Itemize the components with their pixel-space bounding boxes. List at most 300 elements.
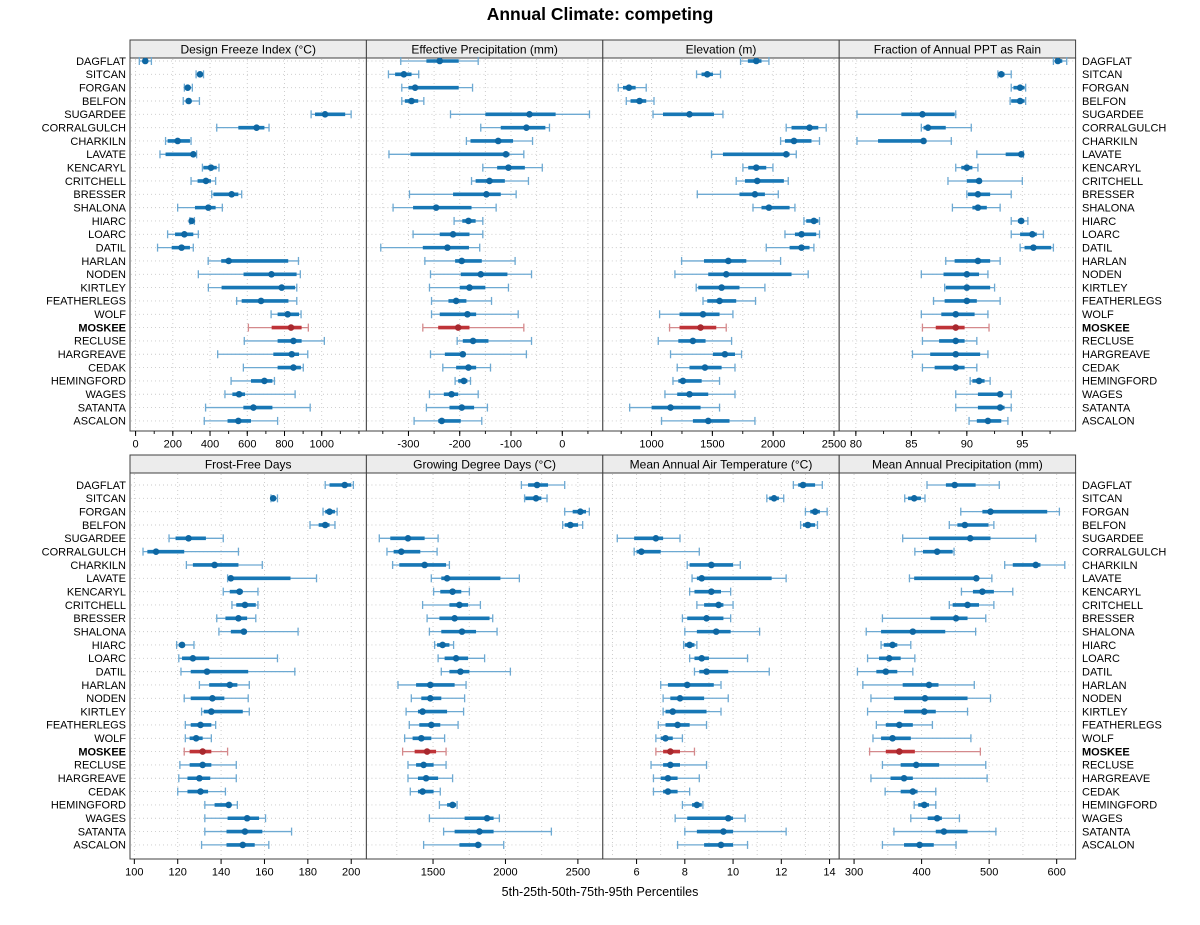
median-dot — [451, 615, 458, 622]
station-label-right-wages: WAGES — [1082, 389, 1123, 402]
median-dot — [715, 602, 722, 609]
station-label-right-ascalon: ASCALON — [1082, 839, 1135, 852]
station-label-right-cedak: CEDAK — [1082, 786, 1120, 799]
median-dot — [228, 191, 235, 198]
median-dot — [261, 378, 268, 385]
station-label-right-harlan: HARLAN — [1082, 255, 1127, 268]
median-dot — [239, 842, 246, 849]
station-label-right-loarc: LOARC — [1082, 653, 1120, 666]
median-dot — [886, 655, 893, 662]
median-dot — [1030, 244, 1037, 251]
median-dot — [698, 575, 705, 582]
axis-tick-label: 85 — [905, 438, 918, 451]
median-dot — [766, 204, 773, 211]
median-dot — [889, 642, 896, 649]
axis-tick-label: 100 — [125, 866, 144, 879]
median-dot — [997, 404, 1004, 411]
median-dot — [805, 522, 812, 529]
station-label-right-lavate: LAVATE — [1082, 149, 1122, 162]
station-label-right-featherlegs: FEATHERLEGS — [1082, 295, 1162, 308]
median-dot — [420, 762, 427, 769]
station-label-left-hemingford: HEMINGFORD — [50, 375, 126, 388]
median-dot — [916, 842, 923, 849]
median-dot — [812, 508, 819, 515]
station-label-left-datil: DATIL — [95, 666, 126, 679]
median-dot — [985, 418, 992, 425]
median-dot — [703, 615, 710, 622]
station-label-right-harlan: HARLAN — [1082, 679, 1127, 692]
station-label-left-ascalon: ASCALON — [73, 839, 126, 852]
station-label-left-charkiln: CHARKILN — [70, 559, 126, 572]
station-label-right-lavate: LAVATE — [1082, 573, 1122, 586]
median-dot — [723, 271, 730, 278]
median-dot — [226, 682, 233, 689]
median-dot — [455, 324, 462, 331]
axis-tick-label: 600 — [1047, 866, 1066, 879]
median-dot — [1018, 218, 1025, 225]
median-dot — [722, 351, 729, 358]
median-dot — [405, 535, 412, 542]
median-dot — [185, 98, 192, 105]
median-dot — [290, 364, 297, 371]
median-dot — [197, 71, 204, 78]
median-dot — [919, 111, 926, 118]
station-label-right-sitcan: SITCAN — [1082, 69, 1123, 82]
median-dot — [398, 548, 405, 555]
median-dot — [713, 628, 720, 635]
median-dot — [720, 828, 727, 835]
station-label-right-wolf: WOLF — [1082, 309, 1114, 322]
median-dot — [798, 244, 805, 251]
median-dot — [457, 668, 464, 675]
median-dot — [934, 548, 941, 555]
station-label-right-belfon: BELFON — [1082, 95, 1127, 108]
median-dot — [686, 642, 693, 649]
median-dot — [433, 204, 440, 211]
median-dot — [953, 615, 960, 622]
median-dot — [975, 204, 982, 211]
median-dot — [697, 324, 704, 331]
median-dot — [669, 708, 676, 715]
panel-effective-precipitation-mm — [366, 40, 602, 451]
median-dot — [771, 495, 778, 502]
station-label-left-cedak: CEDAK — [88, 362, 126, 375]
station-label-left-satanta: SATANTA — [77, 402, 126, 415]
median-dot — [444, 575, 451, 582]
axis-tick-label: 80 — [849, 438, 862, 451]
panel-mean-annual-air-temperature-c — [603, 455, 839, 879]
median-dot — [466, 284, 473, 291]
median-dot — [153, 548, 160, 555]
station-label-left-recluse: RECLUSE — [74, 759, 126, 772]
median-dot — [998, 71, 1005, 78]
axis-tick-label: 1000 — [309, 438, 334, 451]
station-label-right-noden: NODEN — [1082, 693, 1122, 706]
station-label-left-critchell: CRITCHELL — [64, 599, 126, 612]
station-label-left-forgan: FORGAN — [78, 506, 126, 519]
axis-tick-label: 90 — [960, 438, 973, 451]
panel-title: Mean Annual Precipitation (mm) — [872, 457, 1043, 472]
median-dot — [142, 58, 149, 65]
station-label-left-forgan: FORGAN — [78, 82, 126, 95]
station-label-left-corralgulch: CORRALGULCH — [41, 546, 126, 559]
median-dot — [322, 111, 329, 118]
median-dot — [911, 495, 918, 502]
median-dot — [448, 391, 455, 398]
station-label-left-datil: DATIL — [95, 242, 126, 255]
station-label-left-harlan: HARLAN — [81, 679, 126, 692]
station-label-right-datil: DATIL — [1082, 242, 1113, 255]
median-dot — [503, 151, 510, 158]
median-dot — [705, 418, 712, 425]
station-label-right-critchell: CRITCHELL — [1082, 599, 1144, 612]
median-dot — [453, 298, 460, 305]
axis-tick-label: 160 — [255, 866, 274, 879]
station-label-left-hargreave: HARGREAVE — [57, 773, 126, 786]
station-label-right-bresser: BRESSER — [1082, 189, 1135, 202]
median-dot — [752, 191, 759, 198]
median-dot — [288, 351, 295, 358]
axis-tick-label: 800 — [275, 438, 294, 451]
median-dot — [896, 722, 903, 729]
median-dot — [322, 522, 329, 529]
median-dot — [1017, 98, 1024, 105]
median-dot — [184, 84, 191, 91]
median-dot — [800, 482, 807, 489]
panel-title: Effective Precipitation (mm) — [411, 42, 558, 57]
axis-tick-label: 140 — [211, 866, 231, 879]
median-dot — [450, 231, 457, 238]
median-dot — [179, 642, 186, 649]
median-dot — [278, 284, 285, 291]
median-dot — [703, 668, 710, 675]
median-dot — [421, 562, 428, 569]
median-dot — [1029, 231, 1036, 238]
median-dot — [461, 378, 468, 385]
panel-elevation-m — [603, 40, 846, 451]
axis-tick-label: 1500 — [420, 866, 446, 879]
median-dot — [439, 642, 446, 649]
median-dot — [181, 231, 188, 238]
station-label-left-kirtley: KIRTLEY — [80, 282, 126, 295]
median-dot — [228, 575, 235, 582]
axis-tick-label: 1500 — [700, 438, 725, 451]
station-label-left-recluse: RECLUSE — [74, 335, 126, 348]
station-label-left-noden: NODEN — [86, 693, 126, 706]
station-label-right-featherlegs: FEATHERLEGS — [1082, 719, 1162, 732]
median-dot — [962, 522, 969, 529]
station-label-left-noden: NODEN — [86, 269, 126, 282]
median-dot — [941, 828, 948, 835]
median-dot — [636, 98, 643, 105]
median-dot — [408, 98, 415, 105]
median-dot — [250, 404, 257, 411]
median-dot — [1055, 58, 1062, 65]
median-dot — [883, 668, 890, 675]
station-label-left-satanta: SATANTA — [77, 826, 126, 839]
median-dot — [505, 164, 512, 171]
median-dot — [412, 84, 419, 91]
median-dot — [193, 735, 200, 742]
station-label-left-ascalon: ASCALON — [73, 415, 126, 428]
median-dot — [418, 735, 425, 742]
median-dot — [698, 655, 705, 662]
panel-title: Elevation (m) — [685, 42, 757, 57]
median-dot — [798, 231, 805, 238]
median-dot — [225, 802, 232, 809]
station-label-right-moskee: MOSKEE — [1082, 746, 1130, 759]
median-dot — [423, 775, 430, 782]
panel-mean-annual-precipitation-mm — [839, 455, 1075, 879]
median-dot — [533, 495, 540, 502]
panel-growing-degree-days-c — [366, 455, 602, 879]
axis-tick-label: 500 — [979, 866, 999, 879]
station-label-left-lavate: LAVATE — [86, 149, 126, 162]
median-dot — [449, 802, 456, 809]
station-label-left-corralgulch: CORRALGULCH — [41, 122, 126, 135]
median-dot — [178, 244, 185, 251]
axis-tick-label: 14 — [823, 866, 836, 879]
median-dot — [686, 391, 693, 398]
station-label-right-shalona: SHALONA — [1082, 202, 1135, 215]
median-dot — [667, 762, 674, 769]
station-label-right-kencaryl: KENCARYL — [1082, 586, 1142, 599]
axis-tick-label: 10 — [726, 866, 740, 879]
median-dot — [718, 842, 725, 849]
station-label-right-critchell: CRITCHELL — [1082, 175, 1144, 188]
station-label-left-moskee: MOSKEE — [78, 322, 126, 335]
median-dot — [495, 138, 502, 145]
whisker-hiarc — [188, 217, 195, 225]
median-dot — [197, 788, 204, 795]
median-dot — [708, 562, 715, 569]
median-dot — [952, 311, 959, 318]
median-dot — [952, 351, 959, 358]
panel-title: Fraction of Annual PPT as Rain — [873, 42, 1042, 57]
median-dot — [952, 324, 959, 331]
station-label-right-hargreave: HARGREAVE — [1082, 349, 1151, 362]
median-dot — [326, 508, 333, 515]
median-dot — [674, 722, 681, 729]
median-dot — [526, 111, 533, 118]
median-dot — [428, 722, 435, 729]
median-dot — [753, 58, 760, 65]
station-label-right-sitcan: SITCAN — [1082, 493, 1123, 506]
station-label-right-recluse: RECLUSE — [1082, 335, 1134, 348]
median-dot — [925, 124, 932, 131]
station-label-left-loarc: LOARC — [88, 229, 126, 242]
median-dot — [236, 391, 243, 398]
median-dot — [684, 682, 691, 689]
station-label-left-bresser: BRESSER — [73, 189, 126, 202]
median-dot — [708, 588, 715, 595]
station-label-right-ascalon: ASCALON — [1082, 415, 1135, 428]
median-dot — [997, 391, 1004, 398]
median-dot — [268, 271, 275, 278]
axis-tick-label: 120 — [168, 866, 187, 879]
station-label-left-wolf: WOLF — [94, 309, 126, 322]
median-dot — [910, 628, 917, 635]
station-label-right-corralgulch: CORRALGULCH — [1082, 122, 1167, 135]
station-label-right-forgan: FORGAN — [1082, 506, 1130, 519]
median-dot — [190, 151, 197, 158]
median-dot — [444, 244, 451, 251]
median-dot — [465, 218, 472, 225]
axis-tick-label: -300 — [397, 438, 420, 451]
station-label-right-noden: NODEN — [1082, 269, 1122, 282]
panel-title: Mean Annual Air Temperature (°C) — [629, 457, 813, 472]
median-dot — [1032, 562, 1039, 569]
panel-frost-free-days — [125, 455, 366, 879]
median-dot — [975, 191, 982, 198]
median-dot — [188, 218, 195, 225]
median-dot — [922, 695, 929, 702]
station-label-left-hargreave: HARGREAVE — [57, 349, 126, 362]
station-label-right-satanta: SATANTA — [1082, 826, 1131, 839]
median-dot — [204, 668, 211, 675]
median-dot — [667, 748, 674, 755]
median-dot — [667, 404, 674, 411]
median-dot — [419, 708, 426, 715]
median-dot — [686, 111, 693, 118]
station-label-left-sitcan: SITCAN — [85, 69, 126, 82]
median-dot — [244, 815, 251, 822]
median-dot — [725, 258, 732, 265]
median-dot — [626, 84, 633, 91]
median-dot — [470, 338, 477, 345]
station-label-left-belfon: BELFON — [81, 95, 126, 108]
median-dot — [190, 655, 197, 662]
median-dot — [419, 788, 426, 795]
station-label-right-sugardee: SUGARDEE — [1082, 533, 1144, 546]
station-label-right-charkiln: CHARKILN — [1082, 559, 1138, 572]
median-dot — [196, 775, 203, 782]
median-dot — [456, 602, 463, 609]
axis-tick-label: 180 — [298, 866, 318, 879]
median-dot — [889, 735, 896, 742]
station-label-right-forgan: FORGAN — [1082, 82, 1130, 95]
station-label-right-moskee: MOSKEE — [1082, 322, 1130, 335]
median-dot — [436, 58, 443, 65]
median-dot — [476, 828, 483, 835]
median-dot — [926, 682, 933, 689]
median-dot — [964, 284, 971, 291]
median-dot — [253, 124, 260, 131]
median-dot — [979, 588, 986, 595]
station-label-left-belfon: BELFON — [81, 519, 126, 532]
median-dot — [270, 495, 277, 502]
median-dot — [964, 602, 971, 609]
median-dot — [209, 695, 216, 702]
station-label-left-harlan: HARLAN — [81, 255, 126, 268]
station-label-right-wolf: WOLF — [1082, 733, 1114, 746]
station-label-right-wages: WAGES — [1082, 813, 1123, 826]
station-label-left-shalona: SHALONA — [73, 626, 126, 639]
axis-tick-label: 0 — [559, 438, 566, 451]
median-dot — [199, 748, 206, 755]
station-label-left-lavate: LAVATE — [86, 573, 126, 586]
station-label-left-loarc: LOARC — [88, 653, 126, 666]
station-label-left-kencaryl: KENCARYL — [66, 162, 126, 175]
station-label-right-shalona: SHALONA — [1082, 626, 1135, 639]
median-dot — [205, 204, 212, 211]
median-dot — [477, 271, 484, 278]
station-label-right-belfon: BELFON — [1082, 519, 1127, 532]
station-label-right-cedak: CEDAK — [1082, 362, 1120, 375]
median-dot — [208, 164, 215, 171]
axis-tick-label: 2500 — [821, 438, 847, 451]
axis-tick-label: 6 — [633, 866, 640, 879]
axis-tick-label: 12 — [775, 866, 788, 879]
median-dot — [754, 178, 761, 185]
median-dot — [486, 178, 493, 185]
station-label-right-loarc: LOARC — [1082, 229, 1120, 242]
median-dot — [665, 775, 672, 782]
median-dot — [258, 298, 265, 305]
station-label-right-satanta: SATANTA — [1082, 402, 1131, 415]
median-dot — [921, 802, 928, 809]
median-dot — [208, 708, 215, 715]
panel-fraction-of-annual-ppt-as-rain — [839, 40, 1075, 451]
median-dot — [783, 151, 790, 158]
median-dot — [424, 748, 431, 755]
station-label-right-hemingford: HEMINGFORD — [1082, 799, 1158, 812]
station-label-right-corralgulch: CORRALGULCH — [1082, 546, 1167, 559]
median-dot — [680, 378, 687, 385]
station-label-right-kirtley: KIRTLEY — [1082, 282, 1128, 295]
axis-tick-label: 2000 — [493, 866, 518, 879]
median-dot — [910, 788, 917, 795]
axis-tick-label: -200 — [448, 438, 471, 451]
median-dot — [284, 311, 291, 318]
axis-tick-label: 300 — [844, 866, 864, 879]
station-label-left-sitcan: SITCAN — [85, 493, 126, 506]
station-label-left-hiarc: HIARC — [91, 639, 126, 652]
median-dot — [225, 258, 232, 265]
station-label-left-shalona: SHALONA — [73, 202, 126, 215]
median-dot — [199, 762, 206, 769]
median-dot — [567, 522, 574, 529]
station-label-left-sugardee: SUGARDEE — [64, 533, 126, 546]
median-dot — [677, 695, 684, 702]
median-dot — [662, 735, 669, 742]
station-label-left-cedak: CEDAK — [88, 786, 126, 799]
median-dot — [458, 258, 465, 265]
median-dot — [700, 311, 707, 318]
median-dot — [341, 482, 348, 489]
median-dot — [534, 482, 541, 489]
station-label-right-kencaryl: KENCARYL — [1082, 162, 1142, 175]
median-dot — [427, 695, 434, 702]
median-dot — [791, 138, 798, 145]
median-dot — [458, 404, 465, 411]
median-dot — [920, 138, 927, 145]
median-dot — [704, 71, 711, 78]
axis-tick-label: 95 — [1016, 438, 1029, 451]
median-dot — [653, 535, 660, 542]
station-label-left-featherlegs: FEATHERLEGS — [46, 295, 126, 308]
median-dot — [716, 298, 723, 305]
median-dot — [1017, 84, 1024, 91]
station-label-left-charkiln: CHARKILN — [70, 135, 126, 148]
median-dot — [197, 722, 204, 729]
station-label-right-hemingford: HEMINGFORD — [1082, 375, 1158, 388]
panel-title: Frost-Free Days — [204, 457, 292, 472]
median-dot — [665, 788, 672, 795]
station-label-right-datil: DATIL — [1082, 666, 1113, 679]
median-dot — [964, 271, 971, 278]
median-dot — [753, 164, 760, 171]
